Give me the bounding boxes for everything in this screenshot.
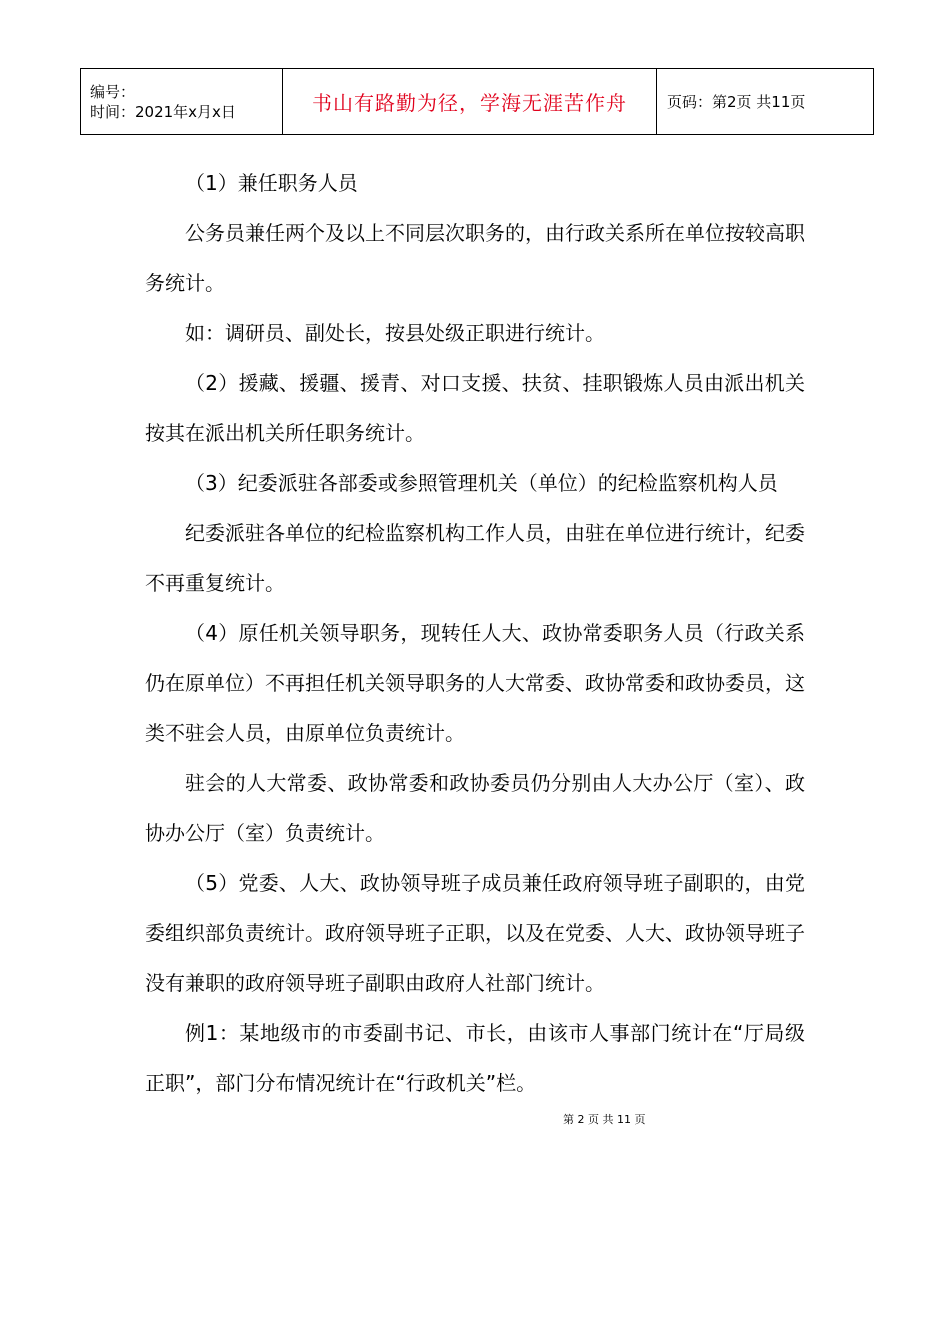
paragraph: 驻会的人大常委、政协常委和政协委员仍分别由人大办公厅（室）、政协办公厅（室）负责统计。 [145,771,805,845]
heading-concurrent-posts: （1）兼任职务人员 [185,171,358,195]
serial-number-label: 编号： [90,82,136,101]
document-body [145,158,805,1108]
paragraph: （2）援藏、援疆、援青、对口支援、扶贫、挂职锻炼人员由派出机关按其在派出机关所任职务统计。 [145,371,805,445]
page-footer-number: 第 2 页 共 11 页 [563,1113,646,1126]
paragraph: 如：调研员、副处长，按县处级正职进行统计。 [185,321,605,345]
paragraph: 公务员兼任两个及以上不同层次职务的，由行政关系所在单位按较高职务统计。 [145,221,805,295]
paragraph: 纪委派驻各单位的纪检监察机构工作人员，由驻在单位进行统计，纪委不再重复统计。 [145,521,805,595]
paragraph: （5）党委、人大、政协领导班子成员兼任政府领导班子副职的，由党委组织部负责统计。政府领导班子正职，以及在党委、人大、政协领导班子没有兼职的政府领导班子副职由政府人社部门统计。 [145,871,805,995]
paragraph: （3）纪委派驻各部委或参照管理机关（单位）的纪检监察机构人员 [185,471,778,495]
example-paragraph: 例1：某地级市的市委副书记、市长，由该市人事部门统计在“厅局级正职”，部门分布情况统计在“行政机关”栏。 [145,1021,805,1095]
date-label: 时间：2021年x月x日 [90,102,236,121]
paragraph: （4）原任机关领导职务，现转任人大、政协常委职务人员（行政关系仍在原单位）不再担任机关领导职务的人大常委、政协常委和政协委员，这类不驻会人员，由原单位负责统计。 [145,621,805,745]
header-motto-cell [283,69,657,135]
document-header [80,68,874,135]
header-page-cell [657,69,874,135]
motto-text: 书山有路勤为径，学海无涯苦作舟 [312,91,627,115]
header-meta-cell [81,69,283,135]
page-number-label: 页码：第2页 共11页 [667,93,806,111]
